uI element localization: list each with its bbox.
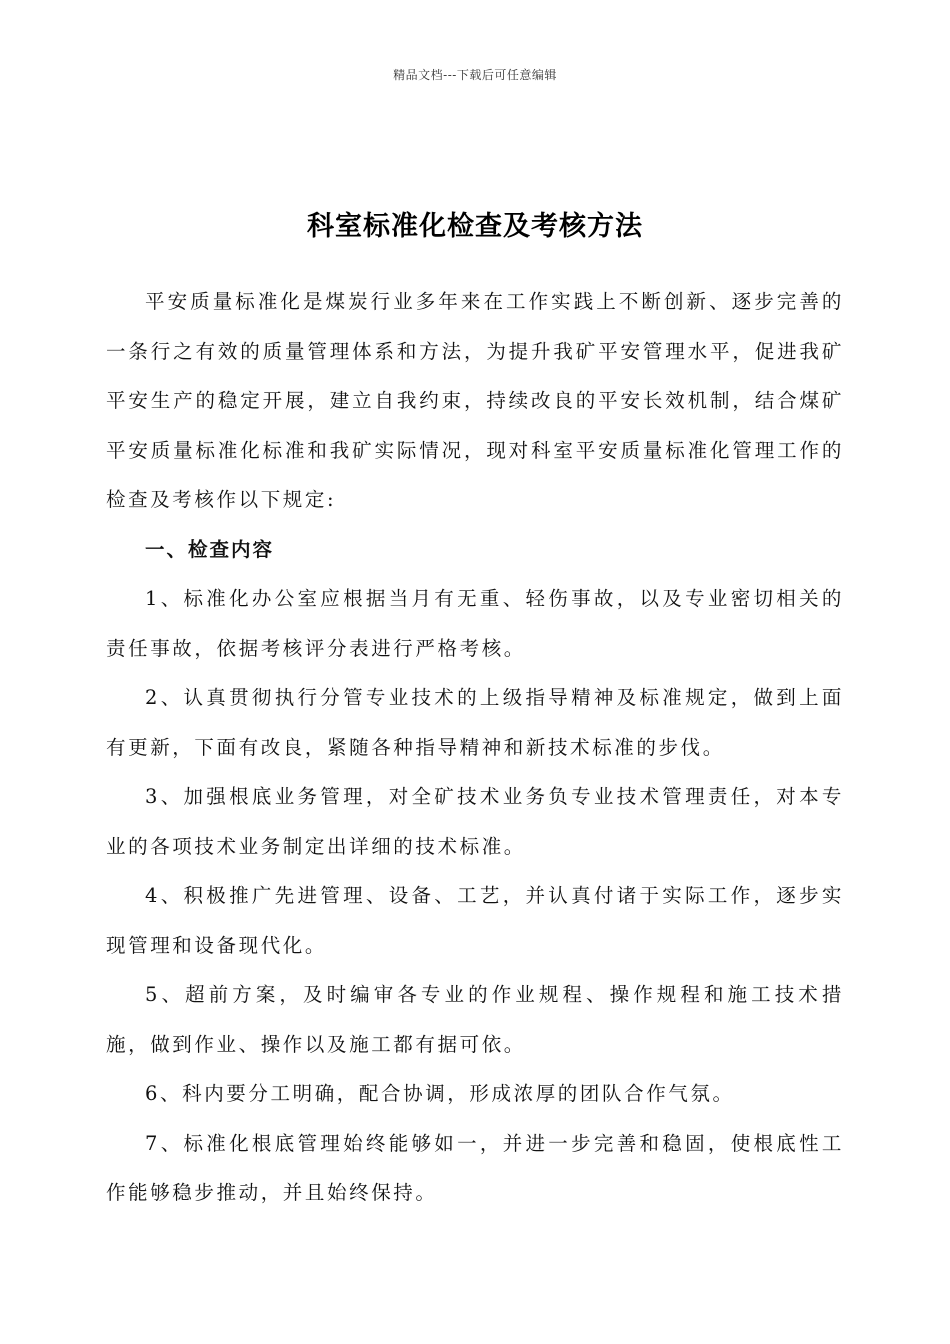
- list-item: 5、超前方案，及时编审各专业的作业规程、操作规程和施工技术措施，做到作业、操作以及施工都有据可依。: [106, 983, 844, 1056]
- list-item: 7、标准化根底管理始终能够如一，并进一步完善和稳固，使根底性工作能够稳步推动，并且始终保持。: [106, 1131, 844, 1204]
- header-note: 精品文档---下载后可任意编辑: [393, 68, 557, 82]
- list-item: 1、标准化办公室应根据当月有无重、轻伤事故，以及专业密切相关的责任事故，依据考核评分表进行严格考核。: [106, 587, 844, 660]
- list-item: 6、科内要分工明确，配合协调，形成浓厚的团队合作气氛。: [145, 1082, 735, 1105]
- list-item: 4、积极推广先进管理、设备、工艺，并认真付诸于实际工作，逐步实现管理和设备现代化。: [106, 884, 844, 957]
- document-body: [106, 277, 844, 1218]
- intro-paragraph: 平安质量标准化是煤炭行业多年来在工作实践上不断创新、逐步完善的一条行之有效的质量管理体系和方法，为提升我矿平安管理水平，促进我矿平安生产的稳定开展，建立自我约束，持续改良的平安长效机制，结合煤矿平安质量标准化标准和我矿实际情况，现对科室平安质量标准化管理工作的检查及考核作以下规定:: [106, 290, 844, 511]
- list-item: 3、加强根底业务管理，对全矿技术业务负专业技术管理责任，对本专业的各项技术业务制定出详细的技术标准。: [106, 785, 844, 858]
- document-title: 科室标准化检查及考核方法: [307, 211, 643, 242]
- list-item: 2、认真贯彻执行分管专业技术的上级指导精神及标准规定，做到上面有更新，下面有改良，紧随各种指导精神和新技术标准的步伐。: [106, 686, 844, 759]
- section-heading-inspection-content: 一、检查内容: [145, 537, 275, 561]
